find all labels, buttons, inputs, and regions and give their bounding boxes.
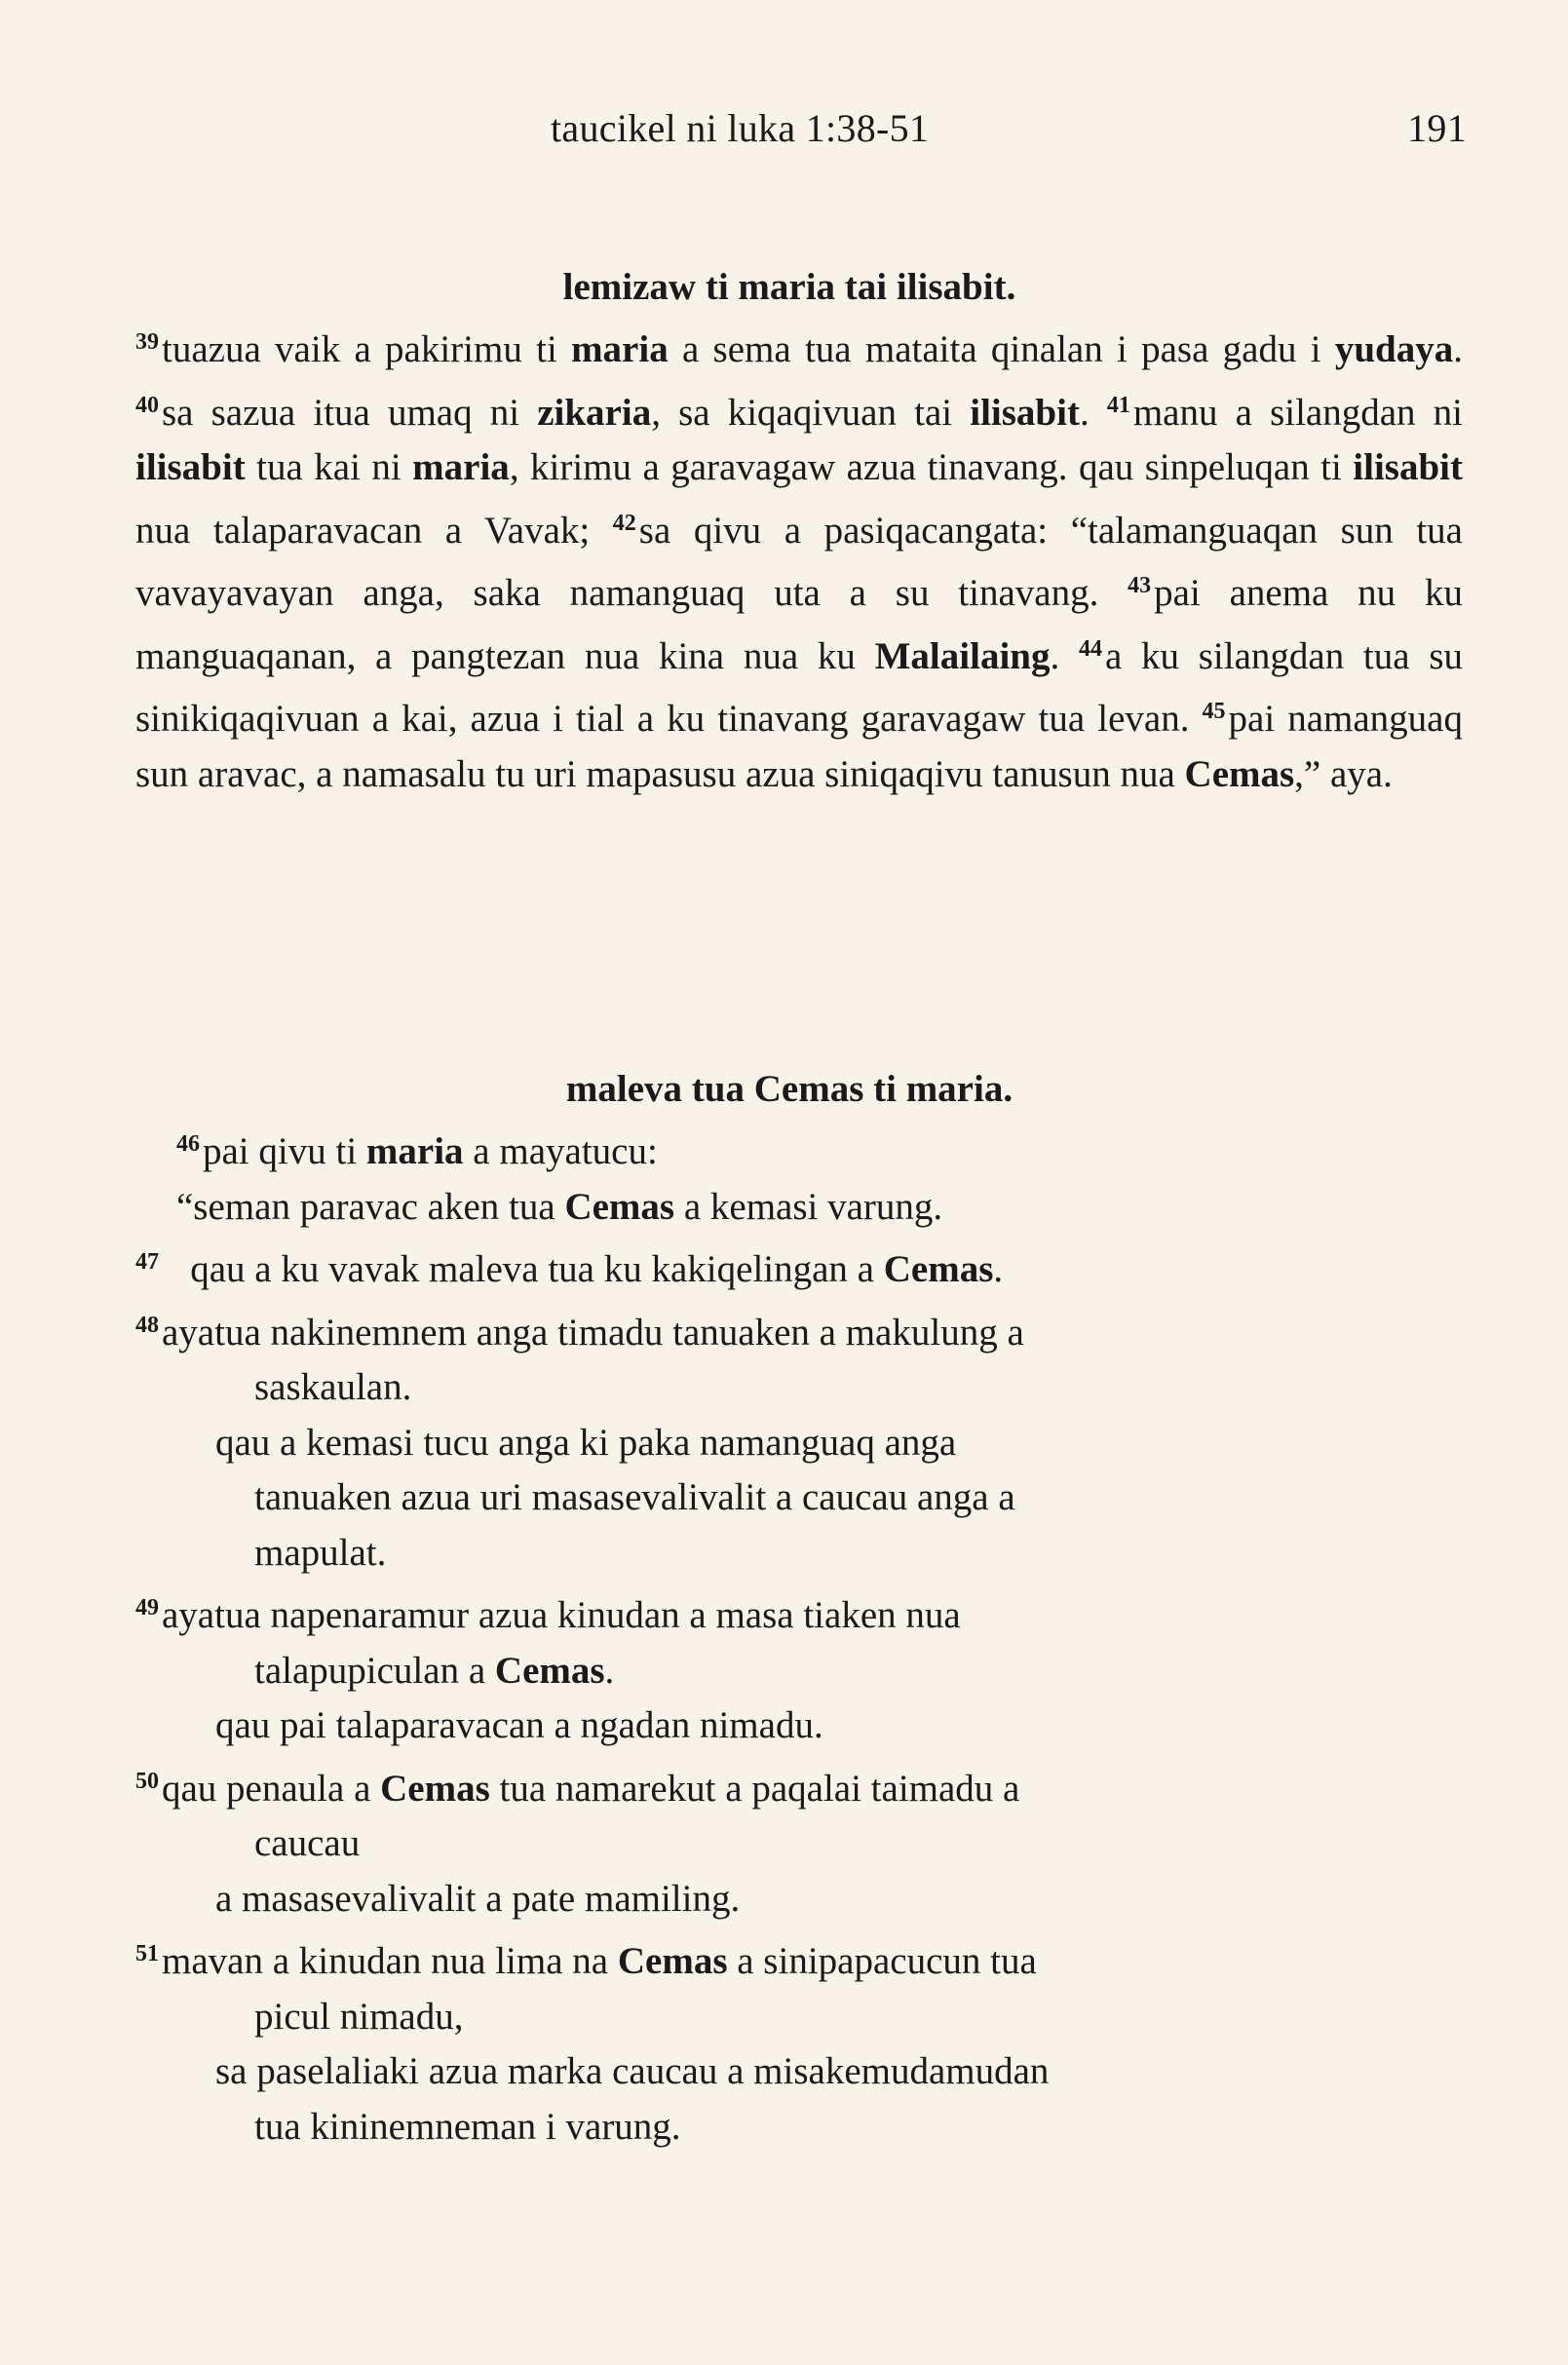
text-run: a ku silangdan tua su sinikiqaqivuan a kai, azua i tial a ku tinavang garavagaw tua levan. [135,634,1463,740]
text-run: tanuaken azua uri masasevalivalit a caucau anga a [254,1476,1015,1518]
bold-name: Cemas [617,1940,728,1982]
text-run: qau a ku vavak maleva tua ku kakiqelingan a [162,1248,884,1290]
poem-line [135,1644,1463,1699]
bold-name: Cemas [883,1248,994,1290]
text-run: a sema tua mataita qinalan i pasa gadu i [668,328,1335,370]
bold-name: Cemas [1184,752,1295,795]
poem-line [135,1816,1463,1872]
poem-lines [135,1180,1463,2155]
poem-line [135,1754,1463,1817]
text-run: . [604,1649,615,1692]
verse-number: 46 [176,1131,200,1157]
section-heading: maleva tua Cemas ti maria. [565,1068,1013,1110]
verse-number: 40 [135,392,159,418]
verse-number: 51 [135,1941,159,1966]
verse-number: 39 [135,329,159,355]
verse-number: 42 [612,510,636,536]
text-run: sa sazua itua umaq ni [162,391,538,434]
text-run: nua talaparavacan a Vavak; [135,509,613,552]
page-number: 191 [1407,106,1467,150]
text-run: manu a silangdan ni [1132,391,1463,434]
text-run: , kirimu a garavagaw azua tinavang. qau sinpeluqan ti [509,446,1354,488]
bold-name: ilisabit [1353,446,1463,488]
poem-line [135,1298,1463,1361]
text-run: sa qivu a pasiqacangata: “talamanguaqan sun tua vavayavayan anga, saka namanguaq uta a su tinavang. [135,509,1463,614]
bold-name: maria [412,446,510,488]
verse-number: 47 [135,1249,159,1275]
text-run: qau pai talaparavacan a ngadan nimadu. [215,1704,823,1746]
verse-number: 45 [1202,699,1226,724]
section-heading: lemizaw ti maria tai ilisabit. [562,266,1016,308]
bold-name: Cemas [380,1767,490,1810]
text-run: “seman paravac aken tua [176,1185,565,1228]
text-run: caucau [254,1822,361,1864]
bold-name: ilisabit [135,446,246,488]
section-birth-announcement [135,265,1463,802]
text-run: saskaulan. [254,1366,412,1408]
bold-name: Cemas [494,1649,605,1692]
poem-line [135,2044,1463,2100]
text-run: qau penaula a [162,1767,381,1810]
text-run: ayatua napenaramur azua kinudan a masa tiaken nua [162,1594,961,1636]
text-run: picul nimadu, [254,1995,464,2038]
text-run: sa paselaliaki azua marka caucau a misakemudamudan [215,2050,1050,2092]
bold-name: Malailaing [874,634,1051,677]
verse-number: 41 [1106,392,1130,418]
text-run: . [1079,391,1107,434]
poem-line [135,2100,1463,2155]
text-run: pai qivu ti [203,1130,366,1172]
text-run: talapupiculan a [254,1649,495,1692]
poem-line [135,1416,1463,1471]
bold-name: zikaria [537,391,652,434]
paragraph-verses-39-45 [135,315,1463,802]
text-run: . [1050,634,1079,677]
text-run: pai anema nu ku manguaqanan, a pangtezan nua kina nua ku [135,572,1463,677]
verse-number: 50 [135,1768,159,1794]
text-run: , sa kiqaqivuan tai [651,391,971,434]
poem-line [135,1990,1463,2045]
poem-line [135,1235,1463,1298]
bold-name: maria [571,328,669,370]
poem-line [135,1180,1463,1236]
verse-number: 49 [135,1595,159,1621]
bold-name: ilisabit [970,391,1080,434]
text-run: tua kininemneman i varung. [254,2105,681,2148]
poem-line [135,1526,1463,1582]
poem-line [135,1872,1463,1927]
text-run: qau a kemasi tucu anga ki paka namanguaq anga [215,1421,957,1464]
text-run: ,” aya. [1294,752,1393,795]
verse-number: 44 [1078,635,1102,662]
running-title: taucikel ni luka 1:38-51 [551,106,930,150]
section-magnificat [135,1067,1463,2155]
text-run: ayatua nakinemnem anga timadu tanuaken a makulung a [162,1311,1024,1354]
text-run: mavan a kinudan nua lima na [162,1940,618,1982]
text-run: pai namanguaq sun aravac, a namasalu tu uri mapasusu azua siniqaqivu tanusun nua [135,698,1463,795]
poem-line [135,1360,1463,1416]
verse-46-intro [135,1117,1463,1180]
text-run: tuazua vaik a pakirimu ti [162,328,572,370]
text-run: a masasevalivalit a pate mamiling. [215,1877,741,1920]
text-run: . [993,1248,1004,1290]
poem-line [135,1698,1463,1754]
text-run: a kemasi varung. [674,1185,943,1228]
bold-name: maria [365,1130,464,1172]
text-run: a sinipapacucun tua [727,1940,1037,1982]
poem-line [135,1470,1463,1526]
text-run: mapulat. [254,1531,387,1574]
poem-line [135,1581,1463,1644]
text-run: tua kai ni [245,446,413,488]
text-run: tua namarekut a paqalai taimadu a [489,1767,1020,1810]
poem-line [135,1926,1463,1990]
bold-name: Cemas [564,1185,675,1228]
verse-number: 43 [1128,573,1152,598]
verse-number: 48 [135,1312,159,1338]
text-run: a mayatucu: [463,1130,658,1172]
bold-name: yudaya [1334,328,1454,370]
text-run: . [1453,328,1463,370]
